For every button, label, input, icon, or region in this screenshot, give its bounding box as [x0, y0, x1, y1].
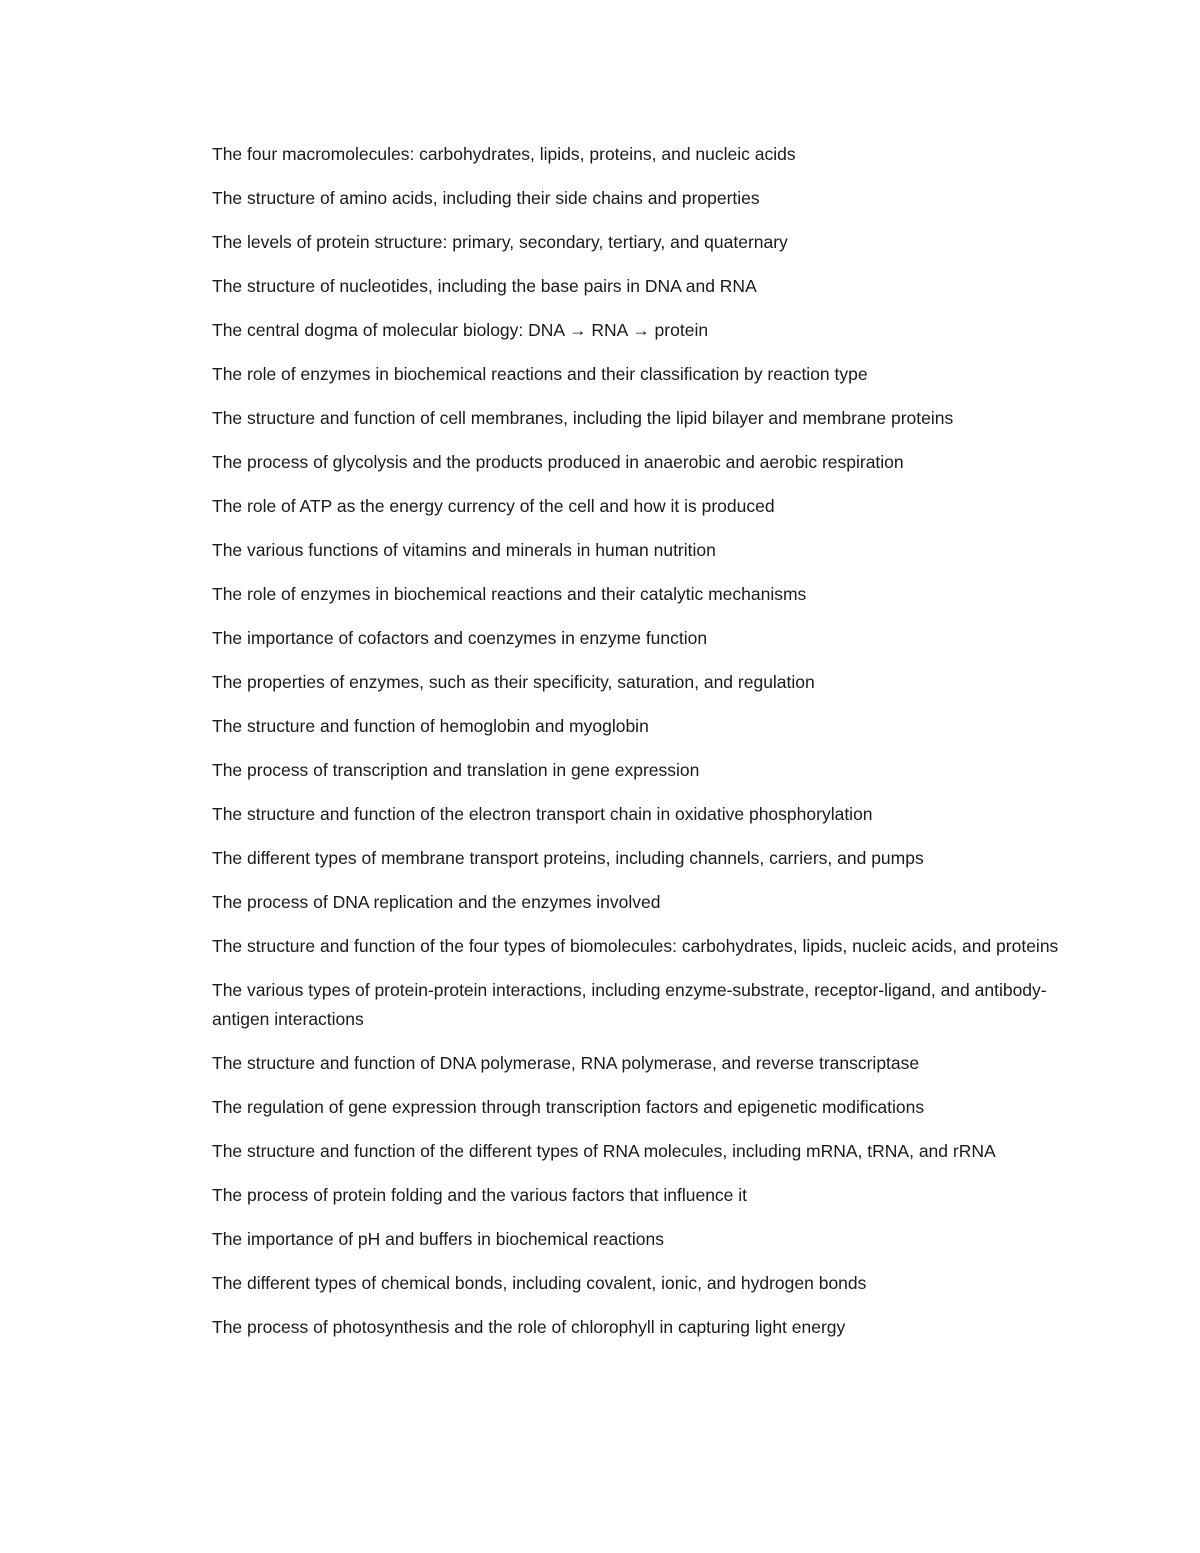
- topic-line: The structure and function of the four types of biomolecules: carbohydrates, lipids, nucleic acids, and proteins: [212, 936, 1059, 956]
- topic-line: The structure and function of the electron transport chain in oxidative phosphorylation: [212, 804, 873, 824]
- topic-line: The importance of pH and buffers in biochemical reactions: [212, 1229, 665, 1249]
- topic-line: The structure and function of the different types of RNA molecules, including mRNA, tRNA, and rRNA: [212, 1141, 996, 1161]
- topic-line: The structure of nucleotides, including the base pairs in DNA and RNA: [212, 276, 757, 296]
- topic-line: The various types of protein-protein interactions, including enzyme-substrate, receptor-ligand, and antibody-antigen interactions: [212, 980, 1047, 1029]
- topic-line: The structure and function of hemoglobin and myoglobin: [212, 716, 649, 736]
- topic-line: The different types of chemical bonds, including covalent, ionic, and hydrogen bonds: [212, 1273, 867, 1293]
- topic-line: The structure and function of cell membranes, including the lipid bilayer and membrane proteins: [212, 408, 954, 428]
- topic-line: The role of enzymes in biochemical reactions and their catalytic mechanisms: [212, 584, 807, 604]
- topic-line: The role of enzymes in biochemical reactions and their classification by reaction type: [212, 364, 868, 384]
- topic-line: The regulation of gene expression through transcription factors and epigenetic modifications: [212, 1097, 925, 1117]
- topic-list: [212, 140, 1072, 1357]
- topic-line: The process of DNA replication and the enzymes involved: [212, 892, 661, 912]
- topic-line: The process of transcription and translation in gene expression: [212, 760, 700, 780]
- topic-line: The process of glycolysis and the products produced in anaerobic and aerobic respiration: [212, 452, 904, 472]
- topic-line: The four macromolecules: carbohydrates, lipids, proteins, and nucleic acids: [212, 144, 796, 164]
- topic-line: The different types of membrane transport proteins, including channels, carriers, and pumps: [212, 848, 924, 868]
- topic-line: The levels of protein structure: primary, secondary, tertiary, and quaternary: [212, 232, 788, 252]
- topic-line: The importance of cofactors and coenzymes in enzyme function: [212, 628, 708, 648]
- topic-line: The structure and function of DNA polymerase, RNA polymerase, and reverse transcriptase: [212, 1053, 920, 1073]
- topic-line: The process of photosynthesis and the role of chlorophyll in capturing light energy: [212, 1317, 846, 1337]
- topic-line: The role of ATP as the energy currency of the cell and how it is produced: [212, 496, 775, 516]
- topic-line: The process of protein folding and the various factors that influence it: [212, 1185, 748, 1205]
- topic-line: The central dogma of molecular biology: DNA → RNA → protein: [212, 320, 709, 340]
- topic-line: The structure of amino acids, including their side chains and properties: [212, 188, 760, 208]
- topic-line: The various functions of vitamins and minerals in human nutrition: [212, 540, 716, 560]
- topic-line: The properties of enzymes, such as their specificity, saturation, and regulation: [212, 672, 815, 692]
